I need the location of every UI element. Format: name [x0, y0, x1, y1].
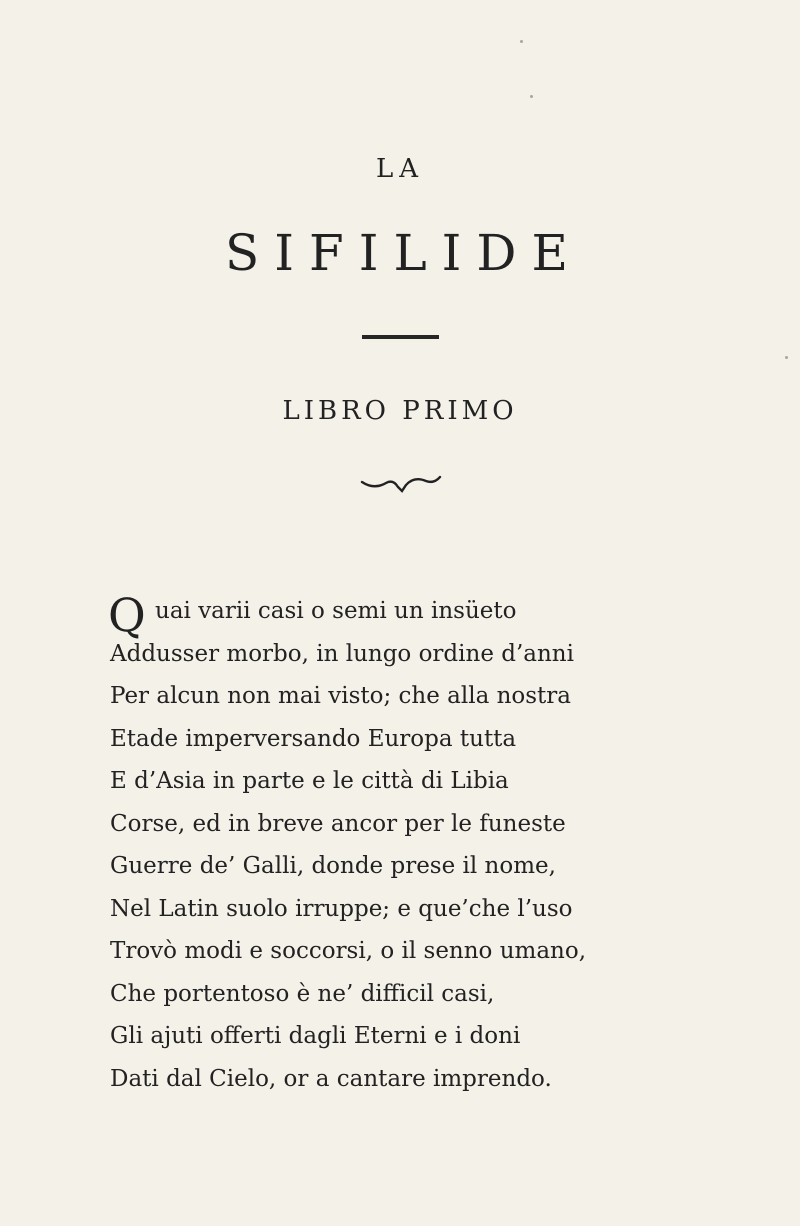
drop-cap: Q [108, 588, 146, 642]
page-title: SIFILIDE [225, 224, 583, 282]
book-subtitle: LIBRO PRIMO [282, 396, 518, 426]
verse-line: Che portentoso è ne’ difficil casi, [110, 980, 495, 1007]
verse-line: Trovò modi e soccorsi, o il senno umano, [110, 938, 587, 964]
verse-line: Dati dal Cielo, or a cantare imprendo. [110, 1065, 552, 1092]
paper-speck [530, 95, 533, 98]
verse-line-1 [108, 588, 770, 642]
verse-line: Corse, ed in breve ancor per le funeste [110, 810, 566, 837]
verse-line: Guerre de’ Galli, donde prese il nome, [110, 853, 556, 879]
verse-line: Nel Latin suolo irruppe; e que’che l’uso [110, 895, 573, 922]
paper-speck [785, 356, 788, 359]
verse-line: Per alcun non mai visto; che alla nostra [110, 683, 571, 709]
verse-line: Etade imperversando Europa tutta [110, 725, 517, 752]
poem-text [110, 590, 770, 1100]
title-article: LA [375, 154, 425, 184]
ornament-swash-icon [360, 474, 442, 494]
verse-line: E d’Asia in parte e le città di Libia [110, 768, 509, 794]
verse-text: uai varii casi o semi un insüeto [155, 598, 517, 624]
verse-line: Gli ajuti offerti dagli Eterni e i doni [110, 1023, 521, 1049]
title-rule [362, 335, 439, 339]
paper-speck [520, 40, 523, 43]
verse-line: Addusser morbo, in lungo ordine d’anni [110, 640, 574, 667]
